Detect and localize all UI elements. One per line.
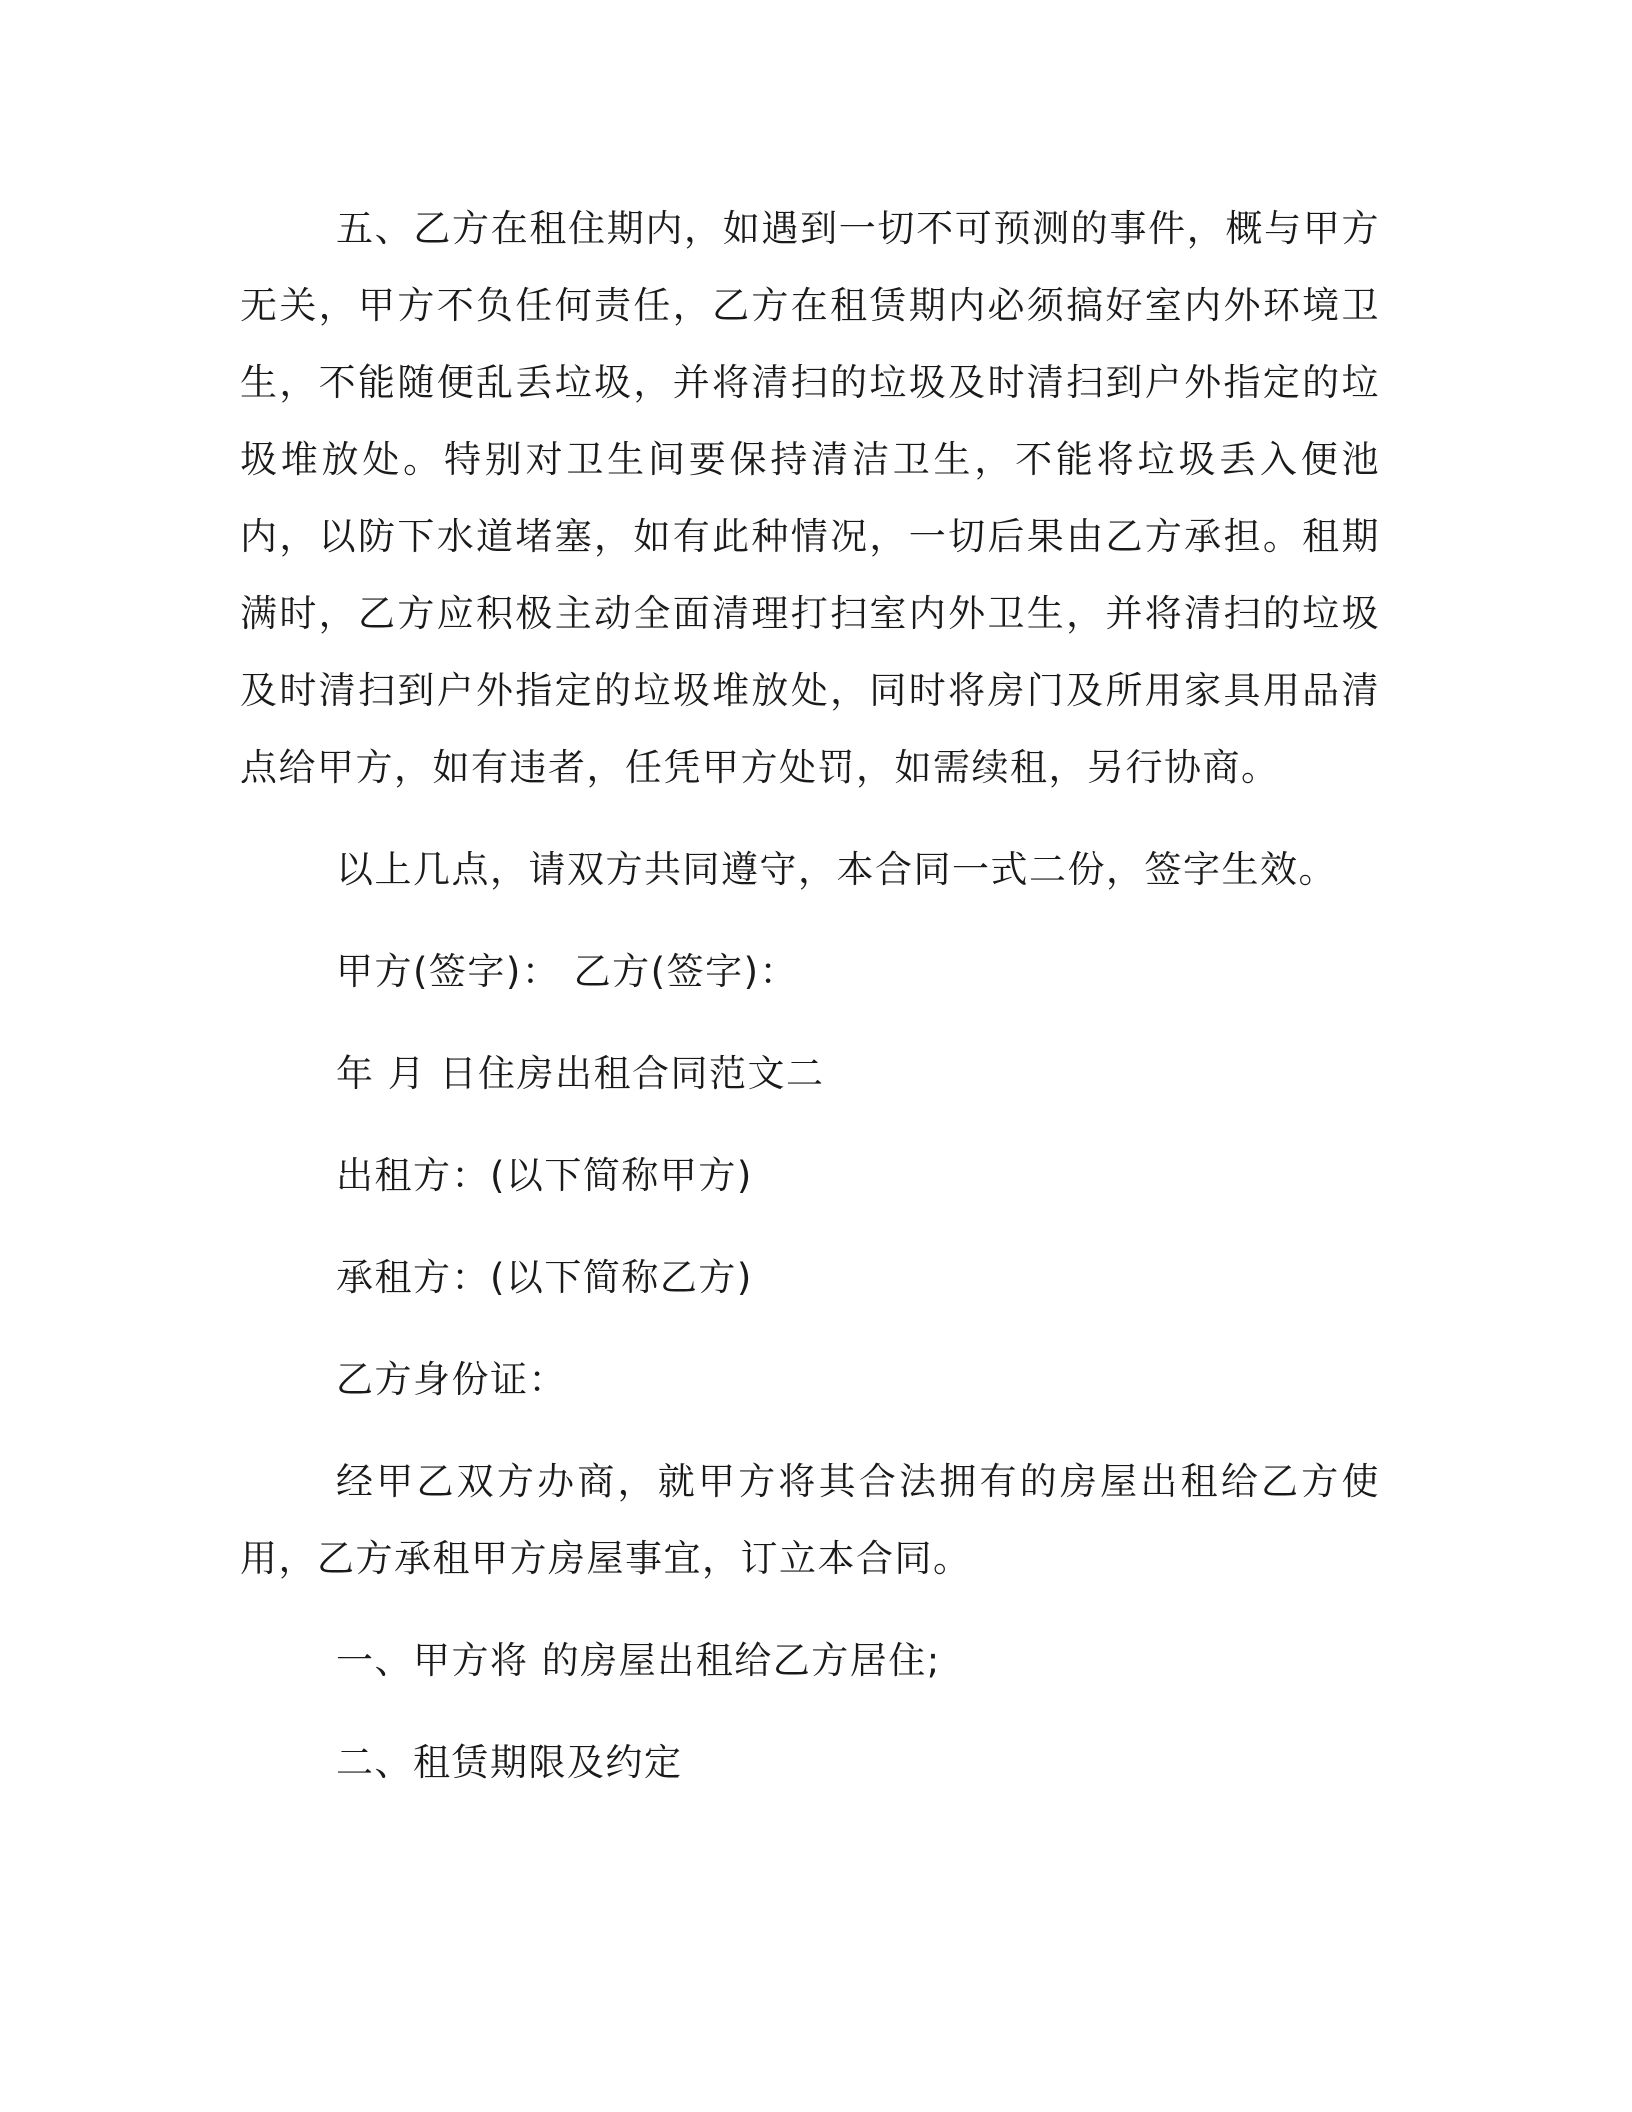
date-and-title-line: 年 月 日住房出租合同范文二 — [336, 1052, 825, 1095]
lessor-line: 出租方：(以下简称甲方) — [336, 1154, 753, 1197]
agreement-note-paragraph: 以上几点，请双方共同遵守，本合同一式二份，签字生效。 — [336, 848, 1337, 891]
clause-two-heading: 二、租赁期限及约定 — [336, 1741, 683, 1784]
lessee-id-line: 乙方身份证： — [336, 1358, 567, 1401]
clause-one-line: 一、甲方将 的房屋出租给乙方居住; — [336, 1639, 941, 1682]
lessee-line: 承租方：(以下简称乙方) — [336, 1256, 753, 1299]
document-body — [240, 190, 1380, 1801]
preamble-paragraph: 经甲乙双方办商，就甲方将其合法拥有的房屋出租给乙方使用，乙方承租甲方房屋事宜，订立本合同。 — [240, 1460, 1380, 1580]
clause-five-paragraph: 五、乙方在租住期内，如遇到一切不可预测的事件，概与甲方无关，甲方不负任何责任，乙方在租赁期内必须搞好室内外环境卫生，不能随便乱丢垃圾，并将清扫的垃圾及时清扫到户外指定的垃圾堆放处。特别对卫生间要保持清洁卫生，不能将垃圾丢入便池内，以防下水道堵塞，如有此种情况，一切后果由乙方承担。租期满时，乙方应积极主动全面清理打扫室内外卫生，并将清扫的垃圾及时清扫到户外指定的垃圾堆放处，同时将房门及所用家具用品清点给甲方，如有违者，任凭甲方处罚，如需续租，另行协商。 — [240, 207, 1380, 789]
signature-line: 甲方(签字)： 乙方(签字)： — [336, 950, 799, 993]
